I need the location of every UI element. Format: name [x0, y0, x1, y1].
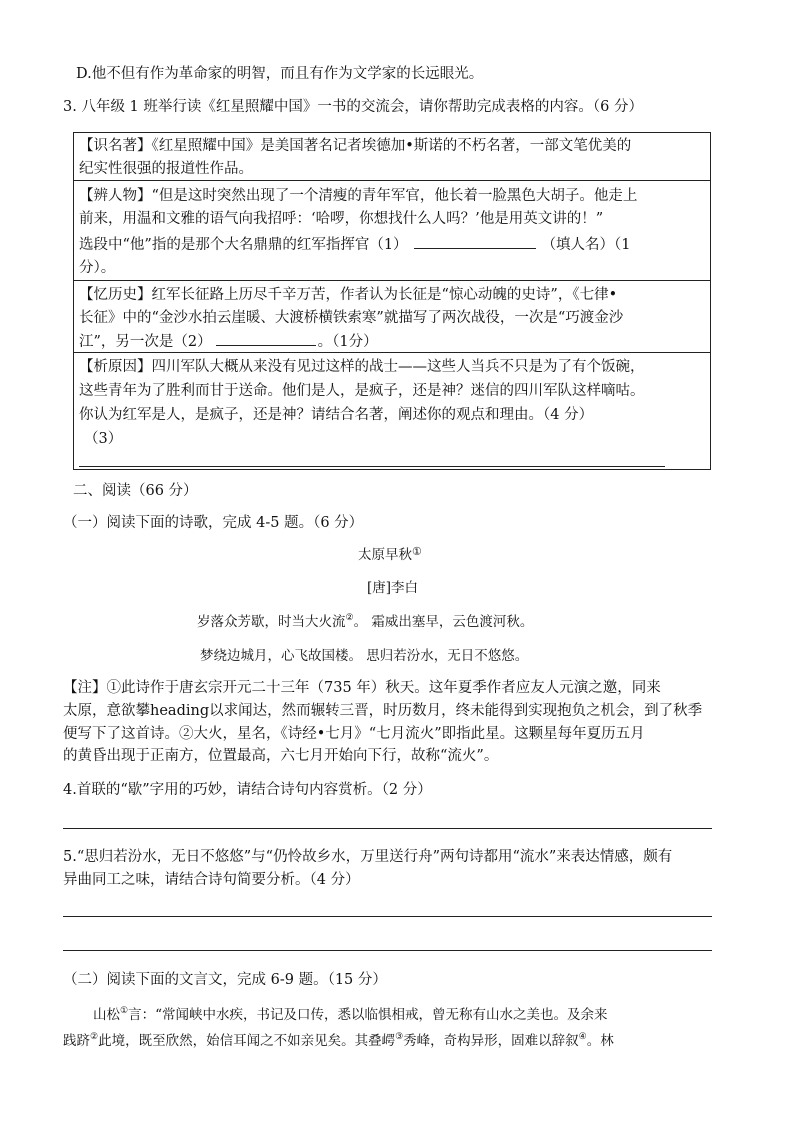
row-xi-line3: 你认为红军是人，是疯子，还是神？请结合名著，阐述你的观点和理由。（4 分）: [79, 407, 594, 423]
row-bian-line3-tail: （填人名）（1: [541, 237, 631, 253]
poem-title: [358, 543, 422, 563]
classical-text-line2: [63, 1029, 614, 1049]
row-yi-line3-text: 江”，另一次是（2）: [79, 334, 212, 350]
note-line-1: 【注】①此诗作于唐玄宗开元二十三年（735 年）秋天。这年夏季作者应友人元演之邀，同来: [63, 680, 661, 696]
answer-line-q5-2[interactable]: [63, 950, 712, 951]
poem-line-1: [197, 610, 533, 630]
poem-title-note: ①: [412, 545, 422, 558]
row-yi-line3: [79, 329, 378, 355]
poem-author: [唐]李白: [367, 580, 419, 596]
section-2-heading: 二、阅读（66 分）: [73, 483, 198, 499]
poem-title-text: 太原早秋: [358, 547, 412, 563]
classical-text-line1: [93, 1003, 607, 1023]
row-bian-line4: 分）。: [79, 260, 116, 276]
classical-text-line1-a: 山松: [93, 1007, 120, 1023]
answer-line-3[interactable]: [79, 466, 665, 467]
note-line-3: 便写下了这首诗。②大火，星名，《诗经•七月》“七月流火”即指此星。这颗星每年夏历五月: [63, 726, 645, 742]
part-1-heading: （一）阅读下面的诗歌，完成 4-5 题。（6 分）: [63, 515, 364, 531]
row-shi-line2: 纪实性很强的报道性作品。: [79, 161, 253, 177]
classical-text-line1-b: 言：“常闻峡中水疾，书记及口传，悉以临惧相戒，曾无称有山水之美也。及余来: [128, 1007, 608, 1023]
question-5-line1: 5.“思归若汾水，无日不悠悠”与“仍怜故乡水，万里送行舟”两句诗都用“流水”来表达情感，颇有: [63, 849, 673, 865]
row-yi-line3-tail: 。（1分）: [317, 334, 378, 350]
classical-text-line2-d: 。林: [586, 1033, 614, 1049]
row-xi-line2: 这些青年为了胜利而甘于送命。他们是人，是疯子，还是神？迷信的四川军队这样嘀咕。: [79, 383, 645, 399]
poem-line-1-tail: 。 霜威出塞早，云色渡河秋。: [353, 614, 534, 630]
classical-text-note-1: ①: [120, 1006, 129, 1016]
classical-text-note-2: ②: [90, 1032, 99, 1042]
q3-stem: 3. 八年级 1 班举行读《红星照耀中国》一书的交流会，请你帮助完成表格的内容。（6 分）: [63, 99, 643, 115]
row-xi-line1: 【析原因】四川军队大概从来没有见过这样的战士——这些人当兵不只是为了有个饭碗，: [79, 359, 645, 375]
note-line-2: 太原，意欲攀heading以求闻达，然而辗转三晋，时历数月，终未能得到实现抱负之机会，到了秋季: [63, 703, 703, 719]
row-shi-line1: 【识名著】《红星照耀中国》是美国著名记者埃德加•斯诺的不朽名著，一部文笔优美的: [79, 138, 632, 154]
row-bian-line3: [79, 232, 631, 258]
classical-text-line2-c: 秀峰，奇构异形，固难以辞叙: [403, 1033, 579, 1049]
row-bian-line1: 【辨人物】“但是这时突然出现了一个清瘦的青年军官，他长着一脸黑色大胡子。他走上: [79, 188, 638, 204]
poem-line-1-note: ②: [345, 613, 354, 623]
table-divider: [74, 280, 710, 281]
row-bian-line2: 前来，用温和文雅的语气向我招呼：‘哈啰，你想找什么人吗？’他是用英文讲的！”: [79, 211, 604, 227]
note-line-4: 的黄昏出现于正南方，位置最高，六七月开始向下行，故称“流火”。: [63, 748, 499, 764]
classical-text-note-4: ④: [578, 1032, 587, 1042]
poem-line-1-text: 岁落众芳歇，时当大火流: [197, 614, 346, 630]
answer-blank-2[interactable]: [216, 329, 316, 346]
answer-line-q4[interactable]: [63, 828, 712, 829]
row-xi-line4: （3）: [84, 431, 123, 447]
classical-text-note-3: ③: [395, 1032, 404, 1042]
q2-option-d: D.他不但有作为革命家的明智，而且有作为文学家的长远眼光。: [76, 66, 484, 82]
question-4: 4.首联的“歇”字用的巧妙，请结合诗句内容赏析。（2 分）: [63, 782, 432, 798]
part-2-heading: （二）阅读下面的文言文，完成 6-9 题。（15 分）: [63, 972, 387, 988]
row-bian-line3-text: 选段中“他”指的是那个大名鼎鼎的红军指挥官（1）: [79, 237, 408, 253]
row-yi-line1: 【忆历史】红军长征路上历尽千辛万苦，作者认为长征是“惊心动魄的史诗”，《七律•: [79, 287, 618, 303]
poem-line-2: 梦绕边城月，心飞故国楼。 思归若汾水，无日不悠悠。: [200, 648, 529, 664]
answer-line-q5-1[interactable]: [63, 916, 712, 917]
answer-blank-1[interactable]: [414, 232, 536, 249]
classical-text-line2-a: 践跻: [63, 1033, 90, 1049]
question-5-line2: 异曲同工之味，请结合诗句简要分析。（4 分）: [63, 872, 360, 888]
row-yi-line2: 长征》中的“金沙水拍云崖暖、大渡桥横铁索寒”就描写了两次战役，一次是“巧渡金沙: [79, 310, 624, 326]
classical-text-line2-b: 此境，既至欣然，始信耳闻之不如亲见矣。其叠崿: [98, 1033, 396, 1049]
